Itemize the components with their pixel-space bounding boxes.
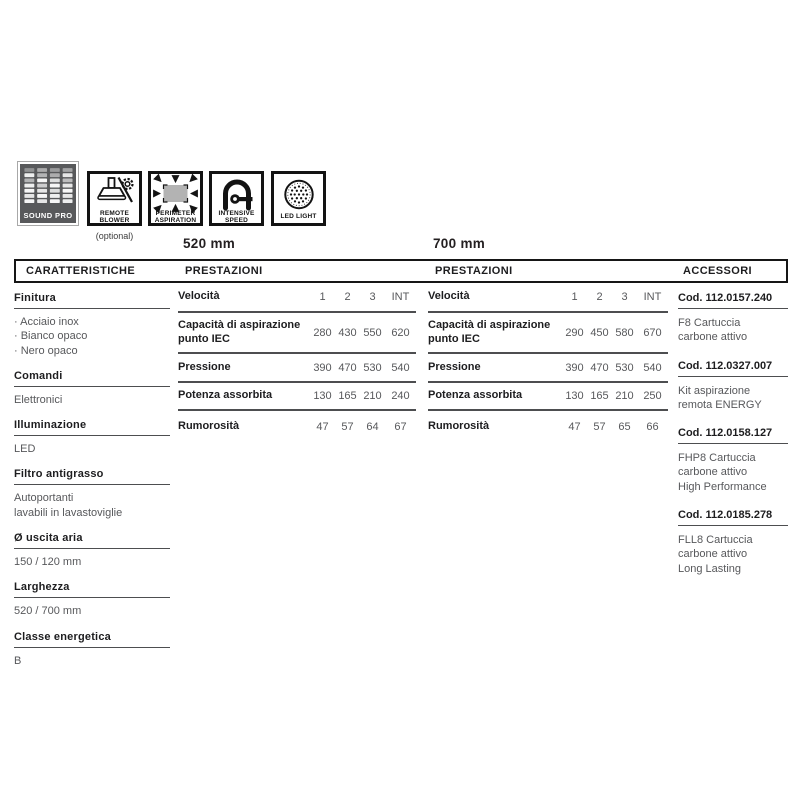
- perimeter-aspiration-badge: [148, 171, 203, 226]
- row-value: 390: [565, 361, 584, 374]
- row-value: 530: [363, 361, 382, 374]
- row-value: 66: [646, 420, 659, 433]
- spec-section-uscita-aria: [14, 532, 170, 569]
- row-value: 67: [394, 420, 407, 433]
- row-value: 2: [344, 291, 351, 303]
- row-value: 390: [313, 361, 332, 374]
- led-light-label: LED LIGHT: [280, 213, 317, 220]
- size-label-700: 700 mm: [433, 236, 486, 251]
- row-value: 470: [338, 361, 357, 374]
- section-header-band: [14, 259, 788, 283]
- spec-line: · Nero opaco: [14, 344, 78, 357]
- row-value: 290: [565, 326, 584, 339]
- row-value: 280: [313, 326, 332, 339]
- row-value: 1: [571, 291, 578, 303]
- row-value: 130: [565, 390, 584, 402]
- row-value: 165: [590, 390, 609, 402]
- row-value: 250: [643, 390, 662, 402]
- row-label: Rumorosità: [178, 419, 240, 432]
- row-value: INT: [391, 291, 410, 303]
- spec-section-finitura: [14, 292, 170, 358]
- spec-title: Comandi: [14, 370, 170, 387]
- accessory-line: Kit aspirazione: [678, 384, 751, 397]
- intensive-speed-label: [218, 210, 254, 225]
- sound-pro-inner: [20, 164, 76, 223]
- remote-blower-badge: [87, 171, 142, 226]
- header-caratteristiche: CARATTERISTICHE: [26, 265, 136, 277]
- table-row: [178, 383, 416, 411]
- sound-pro-label: SOUND PRO: [23, 211, 73, 220]
- accessory-item: [678, 509, 788, 576]
- row-value: 57: [341, 420, 354, 433]
- accessory-line: FLL8 Cartuccia: [678, 534, 753, 547]
- accessory-line: remota ENERGY: [678, 398, 762, 411]
- accessory-line: carbone attivo: [678, 331, 748, 344]
- spec-line: 150 / 120 mm: [14, 556, 82, 569]
- row-label: Rumorosità: [428, 419, 490, 432]
- row-value: 550: [363, 326, 382, 339]
- row-value: 210: [615, 390, 634, 402]
- row-label: Pressione: [428, 360, 481, 373]
- accessory-line: F8 Cartuccia: [678, 317, 741, 329]
- spec-line: · Bianco opaco: [14, 330, 88, 343]
- remote-blower-label: [99, 210, 129, 225]
- table-row: [428, 411, 668, 442]
- row-value: 470: [590, 361, 609, 374]
- row-label: Potenza assorbita: [178, 389, 273, 402]
- row-value: 670: [643, 326, 662, 339]
- table-row: [178, 283, 416, 313]
- led-light-icon: [279, 177, 319, 213]
- row-value: 2: [596, 291, 603, 303]
- remote-blower-label-line1: REMOTE: [99, 210, 129, 217]
- row-value: 130: [313, 390, 332, 402]
- row-value: 620: [391, 326, 410, 339]
- table-row: [428, 313, 668, 354]
- perimeter-label-line1: PERIMETER: [155, 210, 196, 217]
- table-row: [428, 383, 668, 411]
- accessory-line: carbone attivo: [678, 548, 748, 561]
- spec-section-larghezza: [14, 581, 170, 618]
- spec-line: Elettronici: [14, 393, 63, 406]
- spec-section-classe-energetica: [14, 631, 170, 668]
- spec-line: 520 / 700 mm: [14, 605, 82, 618]
- accessory-item: [678, 360, 788, 413]
- row-label: Capacità di aspirazione punto IEC: [428, 318, 551, 345]
- row-value: 65: [618, 420, 631, 433]
- remote-blower-label-line2: BLOWER: [99, 217, 130, 225]
- row-value: 57: [593, 420, 606, 433]
- spec-section-illuminazione: [14, 419, 170, 456]
- equalizer-bars-icon: [23, 167, 73, 206]
- led-light-badge: [271, 171, 326, 226]
- accessori-column: [678, 292, 788, 591]
- intensive-speed-icon: [216, 177, 258, 210]
- accessory-code: Cod. 112.0185.278: [678, 509, 788, 526]
- spec-line: B: [14, 654, 22, 667]
- spec-line: lavabili in lavastoviglie: [14, 506, 123, 519]
- spec-line: LED: [14, 443, 36, 456]
- header-prestazioni-520: PRESTAZIONI: [185, 265, 263, 277]
- row-label: Velocità: [428, 290, 470, 303]
- row-value: 240: [391, 390, 410, 402]
- row-label: Capacità di aspirazione punto IEC: [178, 318, 301, 345]
- table-row: [428, 354, 668, 383]
- row-value: 580: [615, 326, 634, 339]
- spec-line: · Acciaio inox: [14, 316, 79, 328]
- row-label: Pressione: [178, 360, 231, 373]
- perimeter-aspiration-icon: [153, 177, 198, 210]
- row-value: 210: [363, 390, 382, 402]
- row-value: 47: [568, 420, 581, 433]
- row-label: Velocità: [178, 290, 220, 303]
- row-value: 430: [338, 326, 357, 339]
- spec-title: Classe energetica: [14, 631, 170, 648]
- spec-title: Filtro antigrasso: [14, 468, 170, 485]
- table-row: [428, 283, 668, 313]
- optional-note: (optional): [95, 231, 134, 241]
- spec-title: Illuminazione: [14, 419, 170, 436]
- prestazioni-table-700: [428, 283, 668, 442]
- row-value: 1: [319, 291, 326, 303]
- intensive-speed-label-line2: SPEED: [224, 217, 249, 225]
- intensive-speed-badge: [209, 171, 264, 226]
- spec-line: Autoportanti: [14, 492, 74, 505]
- prestazioni-table-520: [178, 283, 416, 442]
- row-value: 3: [621, 291, 628, 303]
- intensive-speed-label-line1: INTENSIVE: [218, 210, 255, 217]
- row-value: 530: [615, 361, 634, 374]
- accessory-code: Cod. 112.0157.240: [678, 292, 788, 309]
- caratteristiche-column: [14, 292, 170, 667]
- size-label-520: 520 mm: [183, 236, 236, 251]
- row-value: 47: [316, 420, 329, 433]
- table-row: [178, 411, 416, 442]
- row-value: 165: [338, 390, 357, 402]
- spec-section-filtro: [14, 468, 170, 520]
- row-label: Potenza assorbita: [428, 389, 523, 402]
- remote-blower-icon: [92, 177, 137, 210]
- accessory-item: [678, 427, 788, 494]
- row-value: INT: [643, 291, 662, 303]
- table-row: [178, 354, 416, 383]
- accessory-code: Cod. 112.0327.007: [678, 360, 788, 377]
- accessory-line: Long Lasting: [678, 562, 741, 575]
- spec-title: Ø uscita aria: [14, 532, 170, 549]
- row-value: 3: [369, 291, 376, 303]
- accessory-line: carbone attivo: [678, 466, 748, 479]
- row-value: 540: [391, 361, 410, 374]
- sound-pro-badge: [17, 161, 79, 226]
- spec-title: Larghezza: [14, 581, 170, 598]
- row-value: 450: [590, 326, 609, 339]
- row-value: 540: [643, 361, 662, 374]
- accessory-code: Cod. 112.0158.127: [678, 427, 788, 444]
- perimeter-label-line2: ASPIRATION: [154, 217, 197, 225]
- header-prestazioni-700: PRESTAZIONI: [435, 265, 513, 277]
- spec-section-comandi: [14, 370, 170, 407]
- row-value: 64: [366, 420, 379, 433]
- perimeter-aspiration-label: [155, 210, 197, 225]
- header-accessori: ACCESSORI: [683, 265, 752, 277]
- accessory-line: High Performance: [678, 480, 767, 493]
- spec-title: Finitura: [14, 292, 170, 309]
- accessory-line: FHP8 Cartuccia: [678, 452, 756, 465]
- table-row: [178, 313, 416, 354]
- accessory-item: [678, 292, 788, 345]
